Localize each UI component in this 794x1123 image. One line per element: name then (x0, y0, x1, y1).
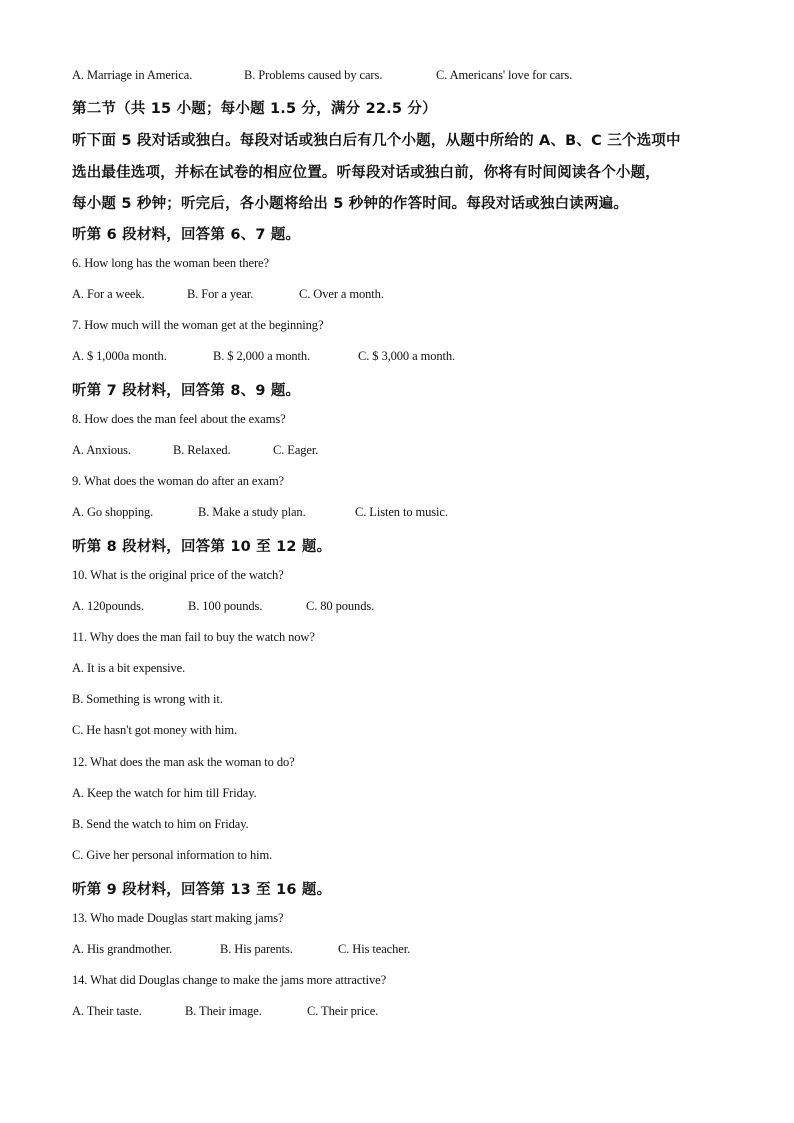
q10-stem: 10. What is the original price of the watch? (72, 568, 284, 582)
q14-option-b: B. Their image. (185, 1004, 262, 1018)
q13-option-a: A. His grandmother. (72, 942, 173, 956)
q12-option-a: A. Keep the watch for him till Friday. (72, 786, 257, 800)
q6-stem: 6. How long has the woman been there? (72, 256, 269, 270)
q10-option-b: B. 100 pounds. (188, 599, 263, 613)
q14-option-a: A. Their taste. (72, 1004, 142, 1018)
q10-option-a: A. 120pounds. (72, 599, 144, 613)
q6-option-c: C. Over a month. (299, 287, 384, 301)
q7-stem: 7. How much will the woman get at the beginning? (72, 318, 324, 332)
q13-option-c: C. His teacher. (338, 942, 411, 956)
section-instruction-line-1: 听下面 5 段对话或独白。每段对话或独白后有几个小题，从题中所给的 A、B、C 三个选项中 (72, 133, 681, 149)
q7-option-b: B. $ 2,000 a month. (213, 349, 311, 363)
q11-option-c: C. He hasn't got money with him. (72, 723, 238, 737)
material-6-heading: 听第 6 段材料，回答第 6、7 题。 (72, 227, 301, 243)
q12-option-b: B. Send the watch to him on Friday. (72, 817, 249, 831)
q5-option-c: C. Americans' love for cars. (436, 68, 573, 82)
q11-stem: 11. Why does the man fail to buy the watch now? (72, 630, 315, 644)
q13-stem: 13. Who made Douglas start making jams? (72, 911, 284, 925)
section-instruction-line-2: 选出最佳选项，并标在试卷的相应位置。听每段对话或独白前，你将有时间阅读各个小题， (72, 165, 660, 181)
q5-option-b: B. Problems caused by cars. (244, 68, 383, 82)
q12-stem: 12. What does the man ask the woman to do? (72, 755, 295, 769)
q13-option-b: B. His parents. (220, 942, 293, 956)
material-8-heading: 听第 8 段材料，回答第 10 至 12 题。 (72, 539, 332, 555)
q14-stem: 14. What did Douglas change to make the jams more attractive? (72, 973, 387, 987)
q11-option-a: A. It is a bit expensive. (72, 661, 186, 675)
q9-option-a: A. Go shopping. (72, 505, 154, 519)
q8-option-a: A. Anxious. (72, 443, 131, 457)
q14-option-c: C. Their price. (307, 1004, 379, 1018)
q6-option-a: A. For a week. (72, 287, 145, 301)
q9-option-c: C. Listen to music. (355, 505, 448, 519)
q8-stem: 8. How does the man feel about the exams? (72, 412, 286, 426)
section-heading: 第二节（共 15 小题；每小题 1.5 分，满分 22.5 分） (72, 101, 437, 117)
q5-option-a: A. Marriage in America. (72, 68, 193, 82)
material-9-heading: 听第 9 段材料，回答第 13 至 16 题。 (72, 882, 332, 898)
q11-option-b: B. Something is wrong with it. (72, 692, 223, 706)
q12-option-c: C. Give her personal information to him. (72, 848, 273, 862)
q9-stem: 9. What does the woman do after an exam? (72, 474, 285, 488)
q10-option-c: C. 80 pounds. (306, 599, 375, 613)
q6-option-b: B. For a year. (187, 287, 254, 301)
material-7-heading: 听第 7 段材料，回答第 8、9 题。 (72, 383, 301, 399)
q9-option-b: B. Make a study plan. (198, 505, 306, 519)
q8-option-c: C. Eager. (273, 443, 319, 457)
q7-option-c: C. $ 3,000 a month. (358, 349, 456, 363)
q7-option-a: A. $ 1,000a month. (72, 349, 167, 363)
section-instruction-line-3: 每小题 5 秒钟；听完后，各小题将给出 5 秒钟的作答时间。每段对话或独白读两遍。 (72, 196, 629, 212)
q8-option-b: B. Relaxed. (173, 443, 231, 457)
